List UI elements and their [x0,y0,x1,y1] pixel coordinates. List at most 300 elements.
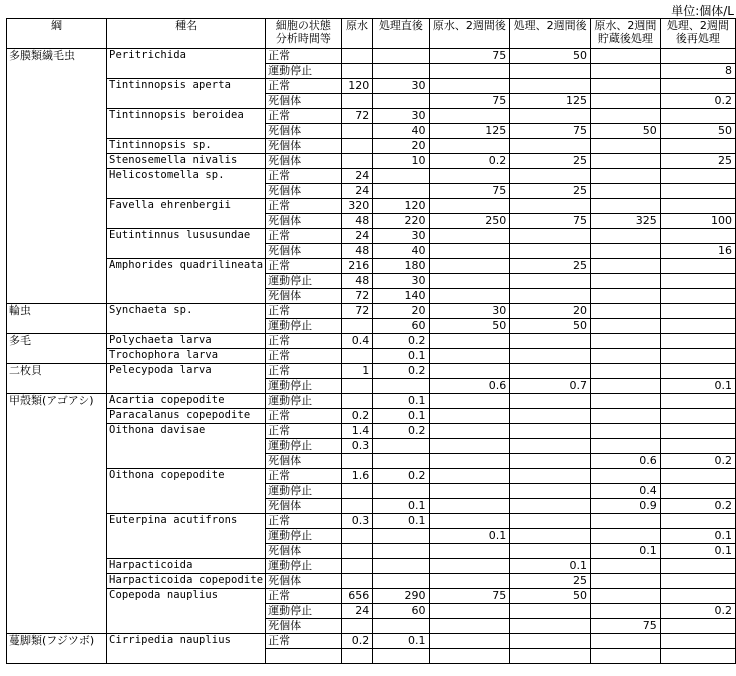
state-cell: 運動停止 [266,604,342,619]
value-cell [510,619,591,634]
value-cell: 0.2 [660,499,735,514]
value-cell [373,169,429,184]
value-cell: 50 [510,589,591,604]
value-cell [429,259,510,274]
state-cell: 運動停止 [266,394,342,409]
value-cell: 0.2 [373,364,429,379]
table-row [7,259,736,274]
value-cell [429,409,510,424]
value-cell: 48 [341,214,373,229]
value-cell: 0.1 [373,349,429,364]
value-cell [591,349,661,364]
table-row [7,514,736,529]
unit-label: 単位:個体/L [671,4,734,18]
state-cell: 正常 [266,169,342,184]
value-cell [510,274,591,289]
value-cell [591,169,661,184]
species-cell: Harpacticoida copepodite [107,574,266,589]
value-cell [660,574,735,589]
header-species: 種名 [107,19,266,49]
state-cell: 運動停止 [266,439,342,454]
species-cell: Eutintinnus lususundae [107,229,266,259]
value-cell [660,364,735,379]
value-cell [510,289,591,304]
value-cell [660,304,735,319]
value-cell [660,49,735,64]
value-cell [373,649,429,664]
value-cell: 24 [341,184,373,199]
value-cell [429,109,510,124]
value-cell [341,649,373,664]
value-cell [591,199,661,214]
value-cell: 0.1 [373,394,429,409]
table-row [7,109,736,124]
value-cell: 50 [429,319,510,334]
value-cell [429,619,510,634]
value-cell [429,559,510,574]
class-cell: 二枚貝 [7,364,107,394]
species-cell: Synchaeta sp. [107,304,266,334]
species-cell: Oithona copepodite [107,469,266,514]
value-cell: 656 [341,589,373,604]
class-cell: 多毛 [7,334,107,364]
species-cell: Acartia copepodite [107,394,266,409]
value-cell [429,649,510,664]
value-cell: 0.2 [373,334,429,349]
value-cell [591,109,661,124]
value-cell [660,394,735,409]
species-cell: Amphorides quadrilineata [107,259,266,304]
value-cell [660,469,735,484]
value-cell [660,199,735,214]
value-cell: 60 [373,604,429,619]
state-cell: 正常 [266,259,342,274]
value-cell: 0.2 [660,454,735,469]
value-cell [341,349,373,364]
value-cell [373,379,429,394]
value-cell [591,529,661,544]
value-cell [591,319,661,334]
value-cell [660,514,735,529]
value-cell: 0.2 [660,604,735,619]
value-cell [510,109,591,124]
species-cell: Stenosemella nivalis [107,154,266,169]
value-cell: 50 [510,49,591,64]
value-cell: 50 [510,319,591,334]
value-cell: 100 [660,214,735,229]
species-cell: Peritrichida [107,49,266,79]
table-row [7,154,736,169]
value-cell [591,244,661,259]
value-cell [591,409,661,424]
value-cell: 0.1 [660,529,735,544]
value-cell: 75 [429,94,510,109]
value-cell: 0.2 [341,409,373,424]
value-cell [660,619,735,634]
value-cell: 0.3 [341,439,373,454]
value-cell: 40 [373,244,429,259]
value-cell [591,79,661,94]
state-cell: 死個体 [266,94,342,109]
value-cell [341,154,373,169]
value-cell [510,79,591,94]
value-cell [429,79,510,94]
state-cell: 死個体 [266,154,342,169]
value-cell [429,424,510,439]
value-cell: 180 [373,259,429,274]
value-cell: 60 [373,319,429,334]
value-cell [591,649,661,664]
species-cell: Pelecypoda larva [107,364,266,394]
header-row [7,19,736,49]
species-cell: Helicostomella sp. [107,169,266,199]
value-cell: 125 [429,124,510,139]
value-cell: 120 [373,199,429,214]
value-cell [510,424,591,439]
table-row [7,589,736,604]
value-cell: 250 [429,214,510,229]
value-cell [373,544,429,559]
value-cell: 0.6 [429,379,510,394]
value-cell [429,499,510,514]
header-line: 分析時間等 [275,32,331,45]
value-cell [429,364,510,379]
value-cell [660,289,735,304]
value-cell: 140 [373,289,429,304]
value-cell: 0.1 [660,379,735,394]
value-cell: 16 [660,244,735,259]
table-row [7,79,736,94]
species-cell: Oithona davisae [107,424,266,469]
value-cell [591,64,661,79]
value-cell [429,64,510,79]
state-cell: 正常 [266,229,342,244]
state-cell: 死個体 [266,244,342,259]
header-treated-2weeks-retreated [660,19,735,49]
state-cell: 正常 [266,349,342,364]
value-cell: 75 [429,589,510,604]
species-cell: Polychaeta larva [107,334,266,349]
value-cell [510,499,591,514]
value-cell [429,544,510,559]
value-cell [660,319,735,334]
state-cell [266,649,342,664]
value-cell [591,94,661,109]
state-cell: 正常 [266,469,342,484]
value-cell [660,484,735,499]
value-cell: 20 [510,304,591,319]
value-cell [341,499,373,514]
value-cell: 75 [510,214,591,229]
value-cell [591,589,661,604]
value-cell [591,229,661,244]
value-cell: 30 [373,109,429,124]
value-cell: 0.4 [341,334,373,349]
value-cell: 125 [510,94,591,109]
value-cell: 24 [341,169,373,184]
value-cell: 72 [341,304,373,319]
value-cell: 0.1 [510,559,591,574]
table-row [7,169,736,184]
value-cell [429,394,510,409]
header-line: 後再処理 [675,32,720,45]
value-cell [510,514,591,529]
value-cell [660,559,735,574]
value-cell: 120 [341,79,373,94]
value-cell: 0.1 [373,499,429,514]
value-cell [591,604,661,619]
value-cell: 290 [373,589,429,604]
value-cell: 0.1 [373,634,429,649]
value-cell: 25 [510,574,591,589]
value-cell [660,184,735,199]
table-row [7,199,736,214]
species-cell: Harpacticoida [107,559,266,574]
value-cell [341,64,373,79]
value-cell [660,79,735,94]
value-cell [591,184,661,199]
table-row [7,364,736,379]
value-cell [510,349,591,364]
value-cell [429,274,510,289]
value-cell [660,424,735,439]
table-row [7,349,736,364]
value-cell [429,634,510,649]
state-cell: 運動停止 [266,64,342,79]
value-cell [373,439,429,454]
value-cell [510,139,591,154]
value-cell: 72 [341,289,373,304]
state-cell: 運動停止 [266,529,342,544]
value-cell: 0.2 [341,634,373,649]
value-cell [660,349,735,364]
state-cell: 死個体 [266,124,342,139]
table-row [7,139,736,154]
value-cell: 48 [341,274,373,289]
table-row [7,229,736,244]
value-cell [373,559,429,574]
state-cell: 正常 [266,409,342,424]
value-cell [510,394,591,409]
value-cell [510,199,591,214]
value-cell: 24 [341,229,373,244]
value-cell [341,559,373,574]
value-cell [510,364,591,379]
value-cell: 1 [341,364,373,379]
state-cell: 正常 [266,364,342,379]
species-cell: Cirripedia nauplius [107,634,266,664]
value-cell [341,454,373,469]
header-raw: 原水 [341,19,373,49]
value-cell [341,94,373,109]
table-row [7,634,736,649]
value-cell [591,634,661,649]
value-cell [510,169,591,184]
species-cell: Copepoda nauplius [107,589,266,634]
value-cell [429,439,510,454]
header-raw-2weeks-stored [591,19,661,49]
value-cell [510,409,591,424]
value-cell [591,559,661,574]
value-cell: 0.6 [591,454,661,469]
value-cell [660,109,735,124]
header-treated-2weeks: 処理、2週間後 [510,19,591,49]
value-cell [591,304,661,319]
plankton-count-table [6,18,736,664]
value-cell [373,574,429,589]
value-cell [510,544,591,559]
value-cell: 75 [591,619,661,634]
value-cell [510,244,591,259]
value-cell [429,229,510,244]
value-cell [429,454,510,469]
state-cell: 正常 [266,49,342,64]
value-cell: 8 [660,64,735,79]
state-cell: 正常 [266,199,342,214]
state-cell: 死個体 [266,499,342,514]
value-cell [510,604,591,619]
header-line: 細胞の状態 [275,19,331,32]
value-cell [660,634,735,649]
value-cell [660,439,735,454]
value-cell: 25 [510,184,591,199]
value-cell: 75 [429,49,510,64]
value-cell [510,469,591,484]
value-cell: 25 [510,154,591,169]
table-row [7,574,736,589]
value-cell [591,364,661,379]
value-cell [341,139,373,154]
value-cell: 0.1 [660,544,735,559]
value-cell: 0.2 [660,94,735,109]
value-cell [429,349,510,364]
value-cell [429,469,510,484]
value-cell [373,529,429,544]
value-cell [341,529,373,544]
state-cell: 正常 [266,634,342,649]
value-cell: 0.1 [373,514,429,529]
value-cell [429,244,510,259]
value-cell [510,229,591,244]
species-cell: Paracalanus copepodite [107,409,266,424]
value-cell [591,154,661,169]
value-cell [510,64,591,79]
value-cell: 325 [591,214,661,229]
value-cell: 24 [341,604,373,619]
value-cell: 30 [373,79,429,94]
state-cell: 死個体 [266,139,342,154]
value-cell: 0.7 [510,379,591,394]
value-cell [429,604,510,619]
value-cell [591,334,661,349]
value-cell [373,454,429,469]
state-cell: 死個体 [266,214,342,229]
state-cell: 正常 [266,334,342,349]
value-cell: 75 [510,124,591,139]
header-line: 処理、2週間 [666,19,729,32]
value-cell: 0.1 [591,544,661,559]
table-row [7,424,736,439]
species-cell: Tintinnopsis sp. [107,139,266,154]
value-cell: 20 [373,139,429,154]
value-cell [429,484,510,499]
value-cell [429,289,510,304]
header-treated: 処理直後 [373,19,429,49]
value-cell [373,64,429,79]
class-cell: 甲殻類(アゴアシ) [7,394,107,634]
value-cell: 0.2 [373,424,429,439]
value-cell [341,619,373,634]
table-row [7,394,736,409]
species-cell: Euterpina acutifrons [107,514,266,559]
value-cell: 220 [373,214,429,229]
state-cell: 死個体 [266,184,342,199]
value-cell [373,619,429,634]
header-state [266,19,342,49]
value-cell [591,469,661,484]
state-cell: 正常 [266,304,342,319]
value-cell [341,319,373,334]
value-cell [591,139,661,154]
value-cell [591,379,661,394]
value-cell [429,199,510,214]
value-cell [591,289,661,304]
class-cell: 多膜類繊毛虫 [7,49,107,304]
value-cell: 30 [373,274,429,289]
value-cell [591,259,661,274]
value-cell [510,334,591,349]
value-cell [660,334,735,349]
value-cell [341,394,373,409]
value-cell [341,544,373,559]
species-cell: Tintinnopsis aperta [107,79,266,109]
value-cell: 50 [591,124,661,139]
value-cell: 40 [373,124,429,139]
class-cell: 蔓脚類(フジツボ) [7,634,107,664]
value-cell [341,124,373,139]
value-cell [429,514,510,529]
state-cell: 正常 [266,589,342,604]
state-cell: 正常 [266,79,342,94]
value-cell [660,649,735,664]
value-cell [591,394,661,409]
value-cell: 0.1 [429,529,510,544]
value-cell [591,439,661,454]
value-cell [660,139,735,154]
value-cell [373,184,429,199]
value-cell: 30 [373,229,429,244]
table-row [7,469,736,484]
value-cell [341,379,373,394]
value-cell [591,574,661,589]
value-cell [510,439,591,454]
value-cell: 216 [341,259,373,274]
species-cell: Favella ehrenbergii [107,199,266,229]
table-row [7,559,736,574]
value-cell [660,589,735,604]
value-cell: 25 [510,259,591,274]
state-cell: 死個体 [266,289,342,304]
value-cell [510,454,591,469]
table-row [7,49,736,64]
state-cell: 正常 [266,514,342,529]
value-cell [591,49,661,64]
value-cell: 0.4 [591,484,661,499]
value-cell: 30 [429,304,510,319]
value-cell: 75 [429,184,510,199]
header-class: 綱 [7,19,107,49]
value-cell [510,529,591,544]
